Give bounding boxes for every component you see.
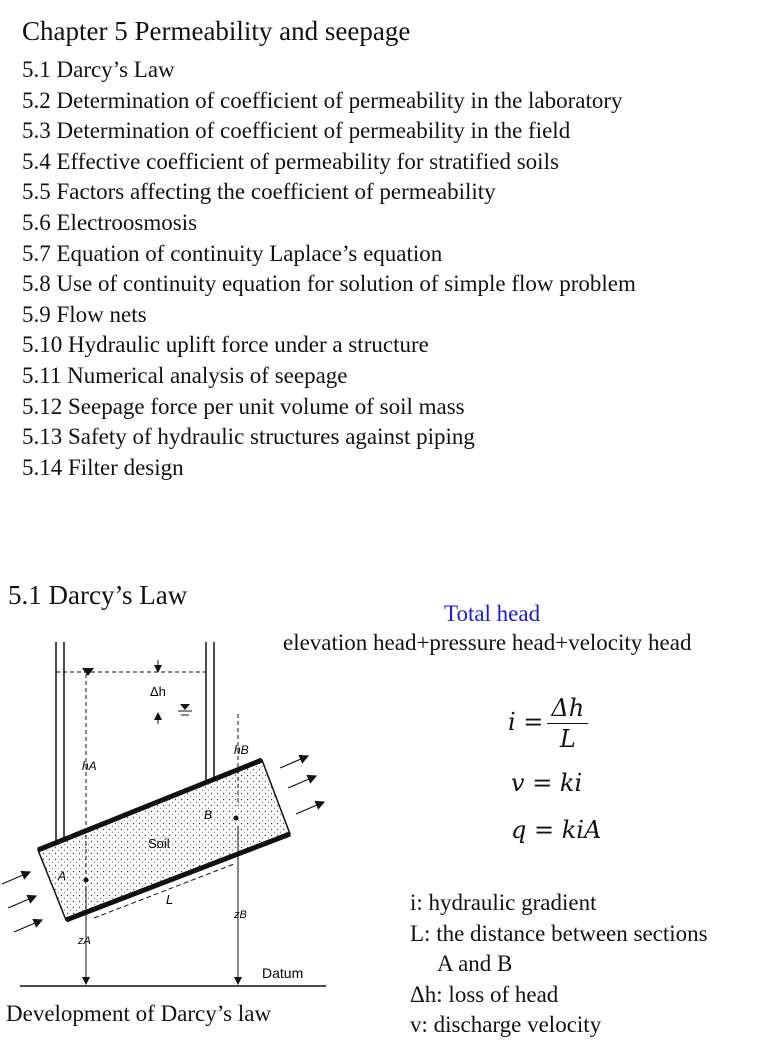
toc-item: 5.13 Safety of hydraulic structures against piping: [22, 424, 475, 450]
flow-out-arrow: [296, 802, 324, 814]
toc-item: 5.12 Seepage force per unit volume of soil mass: [22, 393, 465, 419]
table-of-contents: [22, 55, 636, 483]
datum-label: Datum: [262, 965, 304, 981]
point-b-marker: [234, 816, 239, 821]
definition-item: A and B: [437, 951, 513, 976]
equation-lhs: i =: [508, 708, 544, 736]
hydraulic-gradient-equation: [508, 694, 588, 753]
definition-item: v: discharge velocity: [410, 1012, 602, 1037]
toc-item: 5.8 Use of continuity equation for solution of simple flow problem: [22, 271, 636, 297]
definition-item: L: the distance between sections: [410, 920, 708, 946]
section-a-label: A: [58, 869, 67, 883]
toc-item: 5.9 Flow nets: [22, 301, 147, 327]
toc-item: 5.10 Hydraulic uplift force under a structure: [22, 332, 429, 358]
chapter-title: Chapter 5 Permeability and seepage: [22, 16, 411, 46]
water-level-marker: [180, 704, 190, 710]
definition-item: Δh: loss of head: [410, 981, 559, 1007]
symbol-definitions: [410, 888, 708, 1041]
dh-label: Δh: [150, 684, 166, 699]
point-a-marker: [84, 878, 89, 883]
fraction-numerator: Δh: [547, 694, 588, 724]
darcy-law-diagram: [0, 636, 340, 1002]
toc-item: 5.7 Equation of continuity Laplace’s equation: [22, 240, 443, 266]
velocity-equation: v = ki: [511, 769, 583, 797]
flow-out-arrow: [288, 776, 316, 788]
l-label: L: [166, 892, 174, 907]
toc-item: 5.3 Determination of coefficient of permeability in the field: [22, 118, 571, 144]
za-label: zA: [78, 935, 91, 947]
flow-in-arrow: [8, 896, 36, 908]
toc-item: 5.1 Darcy’s Law: [22, 57, 175, 82]
soil-label: Soil: [148, 836, 170, 851]
total-head-definition: elevation head+pressure head+velocity head: [283, 630, 692, 655]
toc-item: 5.6 Electroosmosis: [22, 209, 198, 235]
flow-out-arrow: [280, 756, 308, 768]
zb-label: zB: [234, 909, 247, 921]
total-head-label: Total head: [444, 601, 541, 626]
toc-item: 5.14 Filter design: [22, 454, 184, 480]
section-title: 5.1 Darcy’s Law: [8, 580, 188, 610]
section-b-label: B: [204, 808, 213, 822]
toc-item: 5.11 Numerical analysis of seepage: [22, 362, 348, 388]
ha-label: hA: [82, 759, 97, 773]
fraction-denominator: L: [559, 725, 576, 753]
discharge-equation: q = kiA: [511, 816, 602, 844]
toc-item: 5.4 Effective coefficient of permeability for stratified soils: [22, 148, 559, 174]
fraction: [547, 694, 588, 753]
flow-in-arrow: [14, 920, 42, 932]
figure-caption: Development of Darcy’s law: [6, 1001, 272, 1026]
toc-item: 5.5 Factors affecting the coefficient of permeability: [22, 179, 496, 205]
toc-item: 5.2 Determination of coefficient of permeability in the laboratory: [22, 87, 623, 113]
definition-item: i: hydraulic gradient: [410, 890, 597, 915]
hb-label: hB: [234, 743, 249, 757]
flow-in-arrow: [2, 872, 30, 884]
